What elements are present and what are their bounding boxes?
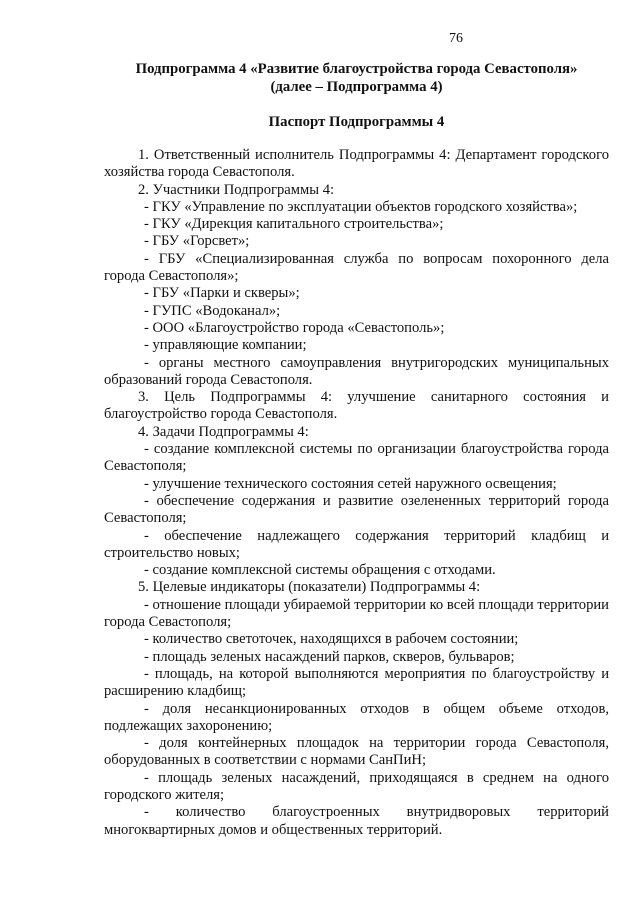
indicator-item: - площадь зеленых насаждений, приходящаяся в среднем на одного городского жителя; — [104, 769, 609, 803]
task-item: - создание комплексной системы обращения с отходами. — [144, 562, 496, 579]
paragraph-tasks-heading: 4. Задачи Подпрограммы 4: — [138, 423, 309, 440]
participant-item: - ГБУ «Парки и скверы»; — [144, 285, 300, 302]
indicator-item: - доля несанкционированных отходов в общем объеме отходов, подлежащих захоронению; — [104, 700, 609, 734]
indicator-item: - площадь, на которой выполняются мероприятия по благоустройству и расширению кладбищ; — [104, 665, 609, 700]
task-item: - создание комплексной системы по организации благоустройства города Севастополя; — [104, 441, 609, 475]
paragraph-goal: 3. Цель Подпрограммы 4: улучшение санитарного состояния и благоустройство города Севастополя. — [104, 389, 609, 423]
page-number: 76 — [449, 31, 463, 46]
participant-item: - ГУПС «Водоканал»; — [144, 302, 281, 319]
participant-item: - ГБУ «Специализированная служба по вопросам похоронного дела города Севастополя»; — [104, 250, 609, 285]
task-item: - обеспечение содержания и развитие озелененных территорий города Севастополя; — [104, 492, 609, 527]
indicator-item: - отношение площади убираемой территории ко всей площади территории города Севастополя; — [104, 596, 609, 631]
participant-item: - ГКУ «Дирекция капитального строительства»; — [144, 216, 444, 233]
indicator-item: - количество светоточек, находящихся в рабочем состоянии; — [144, 631, 519, 648]
paragraph-responsible: 1. Ответственный исполнитель Подпрограммы 4: Департамент городского хозяйства города Севастополя. — [104, 147, 609, 181]
subprogram-title: Подпрограмма 4 «Развитие благоустройства города Севастополя» — [135, 61, 578, 77]
indicator-item: - доля контейнерных площадок на территории города Севастополя, оборудованных в соответствии с нормами СанПиН; — [104, 735, 609, 769]
passport-title: Паспорт Подпрограммы 4 — [268, 114, 445, 130]
task-item: - улучшение технического состояния сетей наружного освещения; — [144, 475, 557, 492]
task-item: - обеспечение надлежащего содержания территорий кладбищ и строительство новых; — [104, 527, 609, 561]
participant-item: - ГКУ «Управление по эксплуатации объектов городского хозяйства»; — [144, 198, 578, 215]
indicator-item: - площадь зеленых насаждений парков, скверов, бульваров; — [144, 648, 515, 665]
paragraph-indicators-heading: 5. Целевые индикаторы (показатели) Подпрограммы 4: — [138, 579, 481, 596]
paragraph-participants-heading: 2. Участники Подпрограммы 4: — [138, 181, 335, 198]
participant-item: - органы местного самоуправления внутригородских муниципальных образований города Севастополя. — [104, 354, 609, 388]
participant-item: - ГБУ «Горсвет»; — [144, 233, 250, 250]
participant-item: - управляющие компании; — [144, 337, 307, 354]
subprogram-title-alias: (далее – Подпрограмма 4) — [270, 79, 443, 95]
passport-body — [104, 147, 609, 839]
participant-item: - ООО «Благоустройство города «Севастополь»; — [144, 319, 445, 336]
indicator-item: - количество благоустроенных внутридворовых территорий многоквартирных домов и общественных территорий. — [104, 804, 609, 838]
